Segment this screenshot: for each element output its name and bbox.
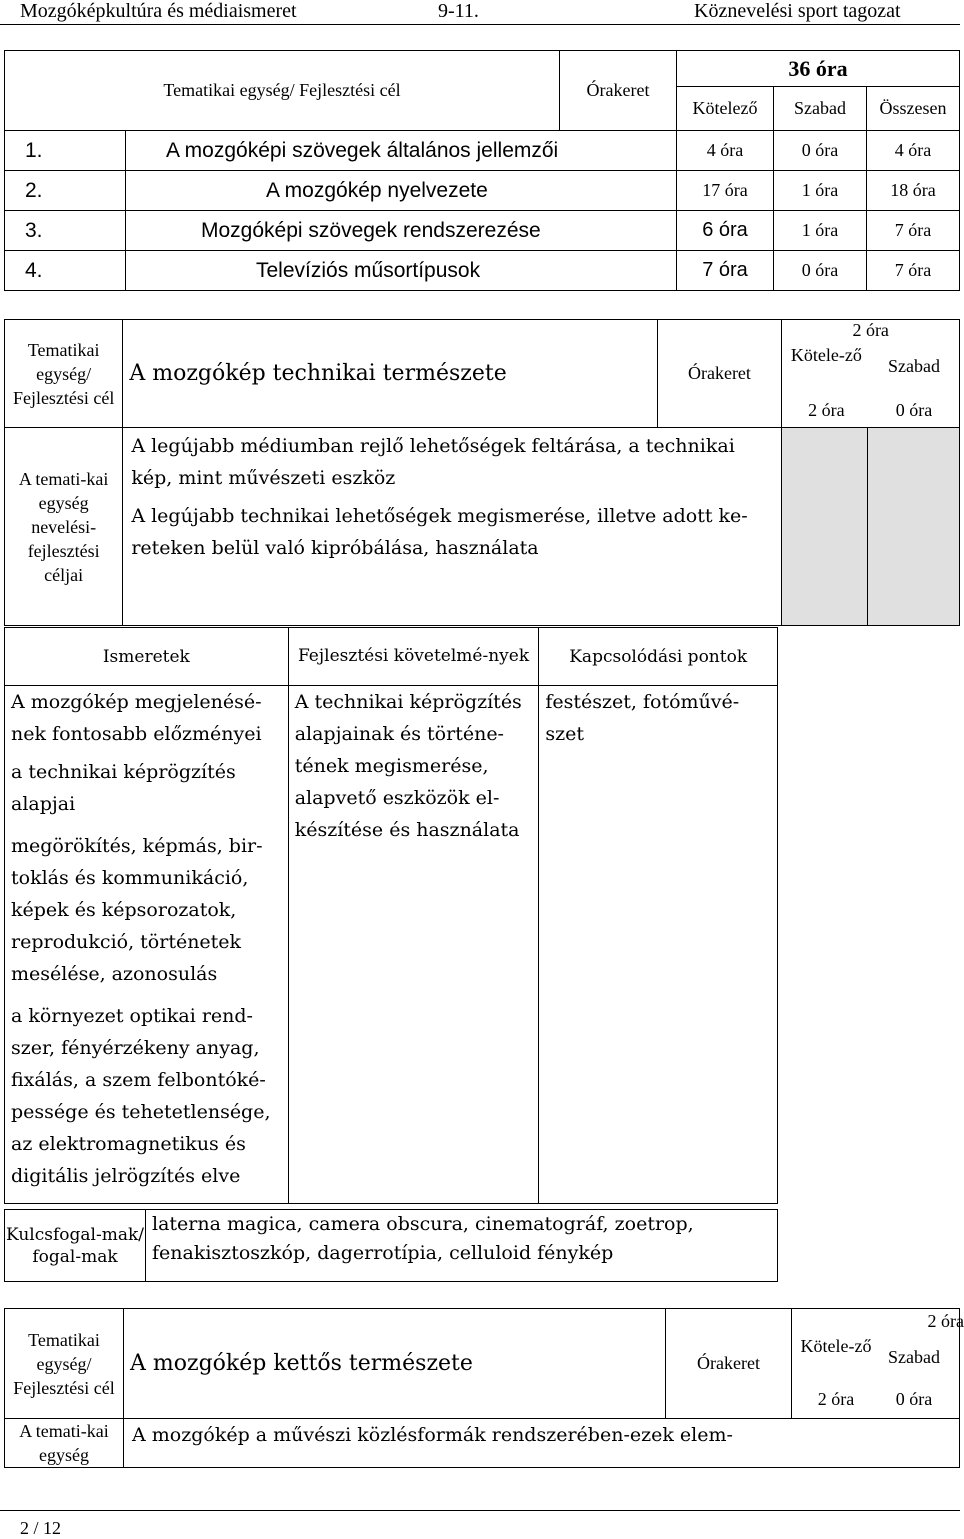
keyterms-text: laterna magica, camera obscura, cinematográf, zoetrop, fenakisztoszkóp, dagerrotípia, celluloid fénykép [146,1210,778,1282]
row-mandatory: 7 óra [677,251,774,291]
summary-total-hours: 36 óra [677,51,960,87]
unit2-free: 0 óra [895,1389,933,1409]
row-mandatory: 6 óra [677,211,774,251]
content-knowledge [5,686,289,1204]
content-links [539,686,778,1204]
knowledge-item: megörökítés, képmás, bir-toklás és kommunikáció, képek és képsorozatok, reprodukció, történetek mesélése, azonosulás [11,835,263,985]
table-row [5,171,960,211]
knowledge-item: A mozgókép megjelenésé-nek fontosabb előzményei [11,691,262,745]
unit1-label-goals: A temati-kai egység nevelési-fejlesztési céljai [5,428,123,626]
summary-col-free: Szabad [774,87,867,131]
unit1-hours-cell [782,320,960,428]
row-mandatory: 17 óra [677,171,774,211]
summary-col-topic: Tematikai egység/ Fejlesztési cél [5,51,560,131]
summary-table [4,50,960,291]
unit2-mandatory: 2 óra [817,1389,855,1409]
row-number: 4. [5,251,126,291]
row-title: Televíziós műsortípusok [126,251,677,291]
unit2-label-goals: A temati-kai egység [5,1419,124,1468]
links-text: festészet, fotóművé-szet [545,691,740,745]
row-free: 1 óra [774,171,867,211]
page-number: 2 / 12 [20,1518,62,1538]
unit2-mandatory-label: Kötele-ző [800,1336,872,1356]
content-head-requirements: Fejlesztési követelmé-nyek [288,628,539,686]
unit1-mandatory: 2 óra [808,400,845,420]
unit1-title-cell [123,320,657,428]
summary-col-total: Összesen [867,87,960,131]
table-row [5,211,960,251]
summary-col-hours: Órakeret [560,51,677,131]
row-free: 1 óra [774,211,867,251]
unit2-title-cell [124,1309,666,1419]
row-title: Mozgóképi szövegek rendszerezése [126,211,677,251]
requirements-text: A technikai képrögzítés alapjainak és történe-tének megismerése, alapvető eszközök el-készítése és használata [294,691,522,841]
row-total: 7 óra [867,211,960,251]
unit1-title: A mozgókép technikai természete [129,361,507,386]
row-free: 0 óra [774,251,867,291]
row-mandatory: 4 óra [677,131,774,171]
row-free: 0 óra [774,131,867,171]
table-row [5,251,960,291]
content-requirements [288,686,539,1204]
unit1-gray-cell [868,428,960,626]
keyterms-label: Kulcsfogal-mak/ fogal-mak [5,1210,146,1282]
unit2-hours-label: Órakeret [666,1309,792,1419]
content-table [4,627,778,1204]
row-title: A mozgókép nyelvezete [126,171,677,211]
knowledge-item: a környezet optikai rend-szer, fényérzékeny anyag, fixálás, a szem felbontóké-pessége és tehetetlensége, az elektromagnetikus és digitális jelrögzítés elve [11,1005,271,1187]
unit1-hours-label: Órakeret [657,320,782,428]
unit1-gray-cell [782,428,868,626]
header-middle: 9-11. [438,0,479,22]
row-total: 18 óra [867,171,960,211]
header-rule [0,24,960,25]
unit2-table [4,1308,964,1468]
row-number: 1. [5,131,126,171]
unit1-goals [123,428,782,626]
footer-rule [0,1510,960,1511]
row-number: 2. [5,171,126,211]
content-head-knowledge: Ismeretek [5,628,289,686]
unit2-hours-total: 2 óra [927,1311,964,1331]
unit2-hours-cell [792,1309,964,1419]
keyterms-table [4,1209,778,1282]
unit2-goal: A mozgókép a művészi közlésformák rendszerében-ezek elem- [124,1419,960,1468]
summary-col-mandatory: Kötelező [677,87,774,131]
unit1-label-topic: Tematikai egység/ Fejlesztési cél [5,320,123,428]
row-total: 4 óra [867,131,960,171]
unit2-free-label: Szabad [888,1347,940,1367]
row-number: 3. [5,211,126,251]
unit1-mandatory-label: Kötele-ző [790,345,862,365]
unit1-free: 0 óra [895,400,933,420]
row-total: 7 óra [867,251,960,291]
row-title: A mozgóképi szövegek általános jellemzői [126,131,677,171]
table-row [5,131,960,171]
knowledge-item: a technikai képrögzítés alapjai [11,761,236,815]
unit1-goal: A legújabb technikai lehetőségek megismerése, illetve adott ke-reteken belül való kipróbálása, használata [131,505,748,559]
unit1-table [4,319,960,626]
unit1-goal: A legújabb médiumban rejlő lehetőségek feltárása, a technikai kép, mint művészeti eszköz [131,435,735,489]
unit2-label-topic: Tematikai egység/ Fejlesztési cél [5,1309,124,1419]
header-left: Mozgóképkultúra és médiaismeret [20,0,297,22]
content-head-links: Kapcsolódási pontok [539,628,778,686]
unit1-hours-total: 2 óra [852,320,889,340]
header-right: Köznevelési sport tagozat [694,0,901,22]
unit2-title: A mozgókép kettős természete [130,1351,473,1376]
unit1-free-label: Szabad [888,356,940,376]
